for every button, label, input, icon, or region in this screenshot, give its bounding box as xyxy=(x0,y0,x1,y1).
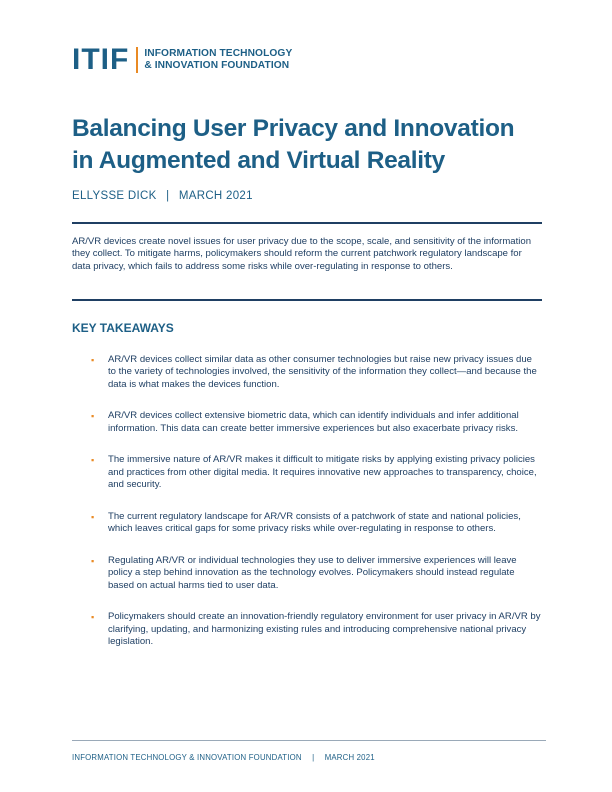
key-takeaways-list xyxy=(91,354,542,668)
footer-rule xyxy=(72,740,546,741)
logo-divider xyxy=(136,47,138,73)
footer-separator: | xyxy=(312,753,315,762)
logo-name-line-2: & INNOVATION FOUNDATION xyxy=(144,60,290,71)
takeaway-item xyxy=(91,611,542,648)
report-title-line-2: in Augmented and Virtual Reality xyxy=(72,147,445,174)
takeaway-item xyxy=(91,410,542,435)
takeaway-text: AR/VR devices collect similar data as other consumer technologies but raise new privacy issues due to the variety of technologies involved, the sensitivity of the information they collect—and because the data is what makes the devices function. xyxy=(108,354,537,390)
takeaway-text: The immersive nature of AR/VR makes it difficult to mitigate risks by applying existing privacy policies and practices from other digital media. It requires innovative new approaches to transparency, choice, and security. xyxy=(108,454,537,491)
key-takeaways-heading: KEY TAKEAWAYS xyxy=(72,321,174,335)
report-title xyxy=(72,113,552,177)
takeaway-item xyxy=(91,511,542,536)
publication-date: MARCH 2021 xyxy=(178,190,253,202)
footer-organization: INFORMATION TECHNOLOGY & INNOVATION FOUNDATION xyxy=(72,753,302,762)
bullet-icon: ▪ xyxy=(91,355,95,365)
bullet-icon: ▪ xyxy=(91,612,95,623)
abstract-top-rule xyxy=(72,222,542,224)
byline xyxy=(72,189,253,203)
itif-logo xyxy=(72,45,292,75)
takeaway-item xyxy=(91,454,542,491)
page-footer xyxy=(72,753,375,763)
footer-date: MARCH 2021 xyxy=(324,753,375,762)
abstract: AR/VR devices create novel issues for user privacy due to the scope, scale, and sensitivity of the information they collect. To mitigate harms, policymakers should reform the current patchwork regulatory landscape for data privacy, which fails to address some risks while over-regulating in response to others. xyxy=(72,236,532,272)
bullet-icon: ▪ xyxy=(91,455,95,466)
logo-mark: ITIF xyxy=(72,43,130,76)
takeaway-text: AR/VR devices collect extensive biometric data, which can identify individuals and infer additional information. This data can create better immersive experiences but also exacerbate privacy risks. xyxy=(108,410,519,434)
takeaway-text: The current regulatory landscape for AR/VR consists of a patchwork of state and national policies, which leaves critical gaps for some privacy risks while over-regulating in response to others. xyxy=(108,510,521,535)
takeaway-text: Regulating AR/VR or individual technologies they use to deliver immersive experiences will leave policy a step behind innovation as the technology evolves. Policymakers should instead regulate based on actual harms tied to user data. xyxy=(108,554,517,591)
report-title-line-1: Balancing User Privacy and Innovation xyxy=(72,115,515,142)
logo-wordmark xyxy=(144,48,292,72)
takeaway-text: Policymakers should create an innovation-friendly regulatory environment for user privacy in AR/VR by clarifying, updating, and harmonizing existing rules and introducing comprehensive national privacy legislation. xyxy=(108,611,541,647)
bullet-icon: ▪ xyxy=(91,511,95,522)
logo-name-line-1: INFORMATION TECHNOLOGY xyxy=(144,48,293,59)
bullet-icon: ▪ xyxy=(91,555,95,566)
abstract-bottom-rule xyxy=(72,299,542,301)
author-name: ELLYSSE DICK xyxy=(72,190,157,202)
byline-separator: | xyxy=(166,190,170,202)
takeaway-item xyxy=(91,555,542,592)
bullet-icon: ▪ xyxy=(91,411,95,422)
takeaway-item xyxy=(91,354,542,391)
